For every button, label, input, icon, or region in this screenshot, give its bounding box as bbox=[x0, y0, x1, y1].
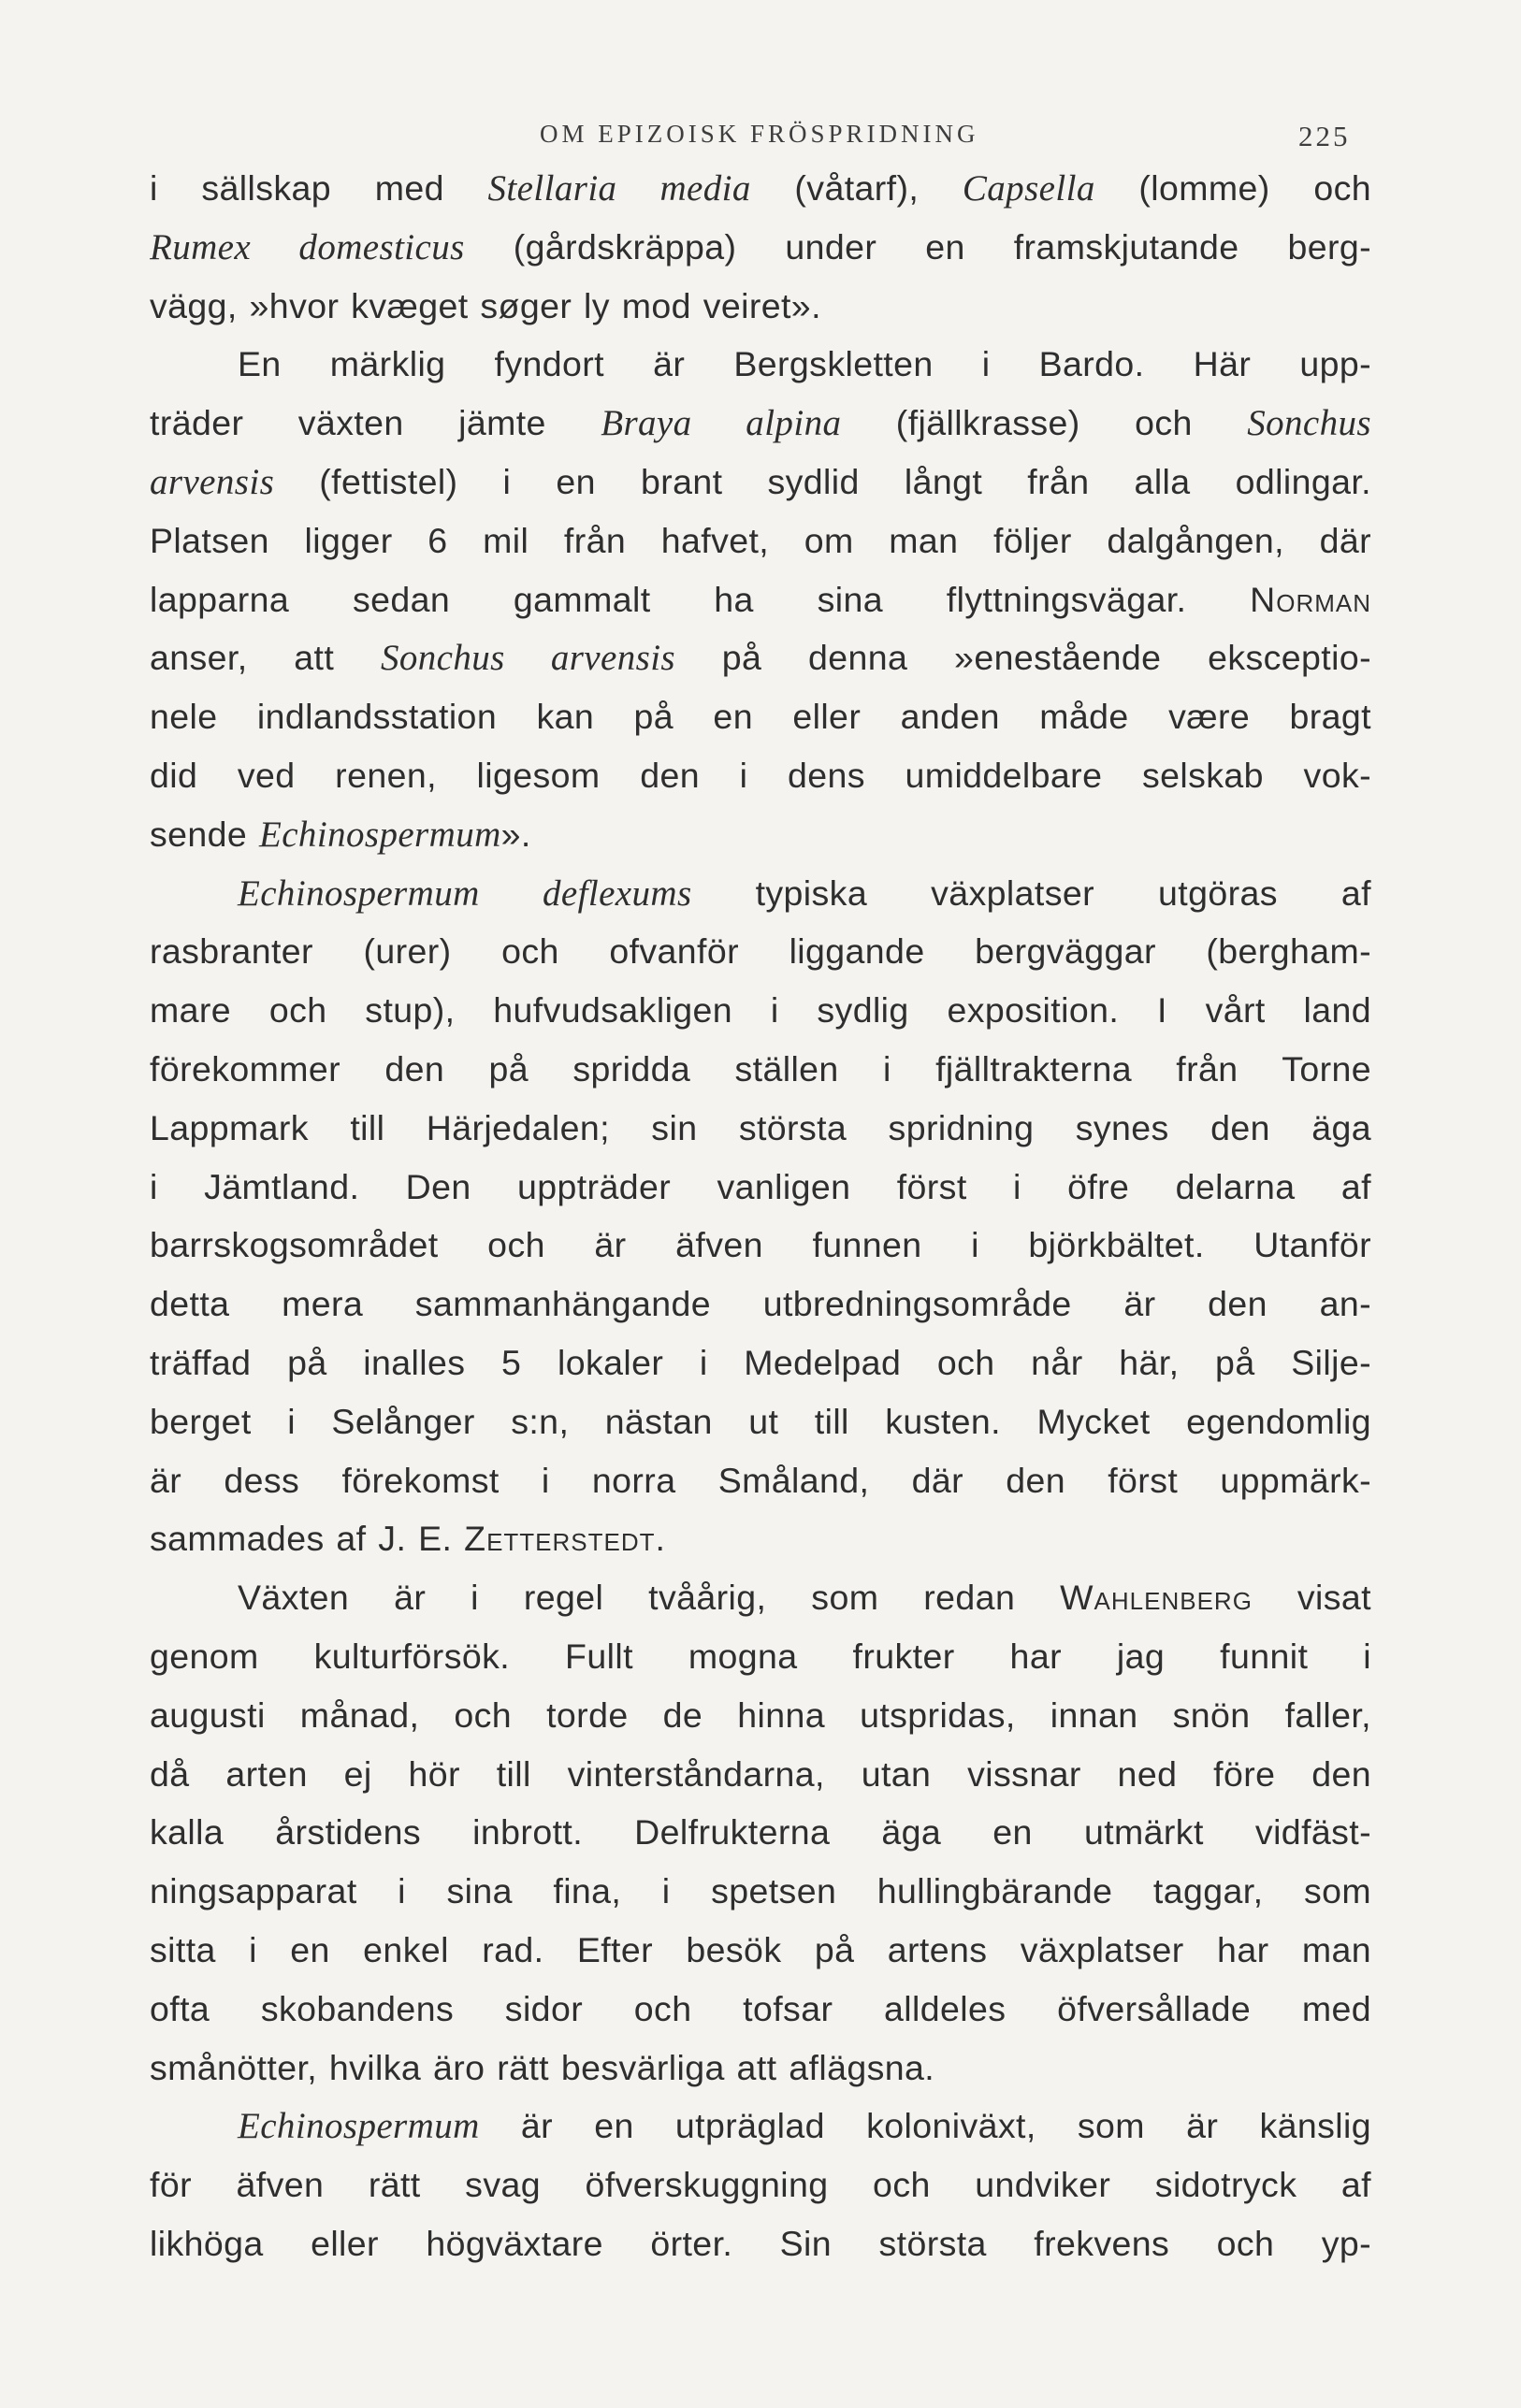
text-line bbox=[150, 922, 1371, 981]
text-line bbox=[150, 1921, 1371, 1980]
text-run: sammades af J. E. bbox=[150, 1519, 465, 1559]
text-line bbox=[150, 2097, 1371, 2156]
text-run: mare och stup), hufvudsakligen i sydlig exposition. I vårt land bbox=[150, 990, 1371, 1031]
italic-term: Echinospermum bbox=[259, 814, 501, 855]
text-line bbox=[150, 1627, 1371, 1686]
italic-term: Rumex domesticus bbox=[150, 226, 465, 267]
text-run: Platsen ligger 6 mil från hafvet, om man följer dalgången, där bbox=[150, 520, 1371, 560]
text-run: augusti månad, och torde de hinna utspridas, innan snön faller, bbox=[150, 1694, 1371, 1735]
text-line bbox=[150, 981, 1371, 1040]
author-name: Norman bbox=[1250, 579, 1371, 619]
text-line bbox=[150, 1509, 1371, 1568]
text-run: i sällskap med bbox=[150, 168, 488, 208]
text-run: sende bbox=[150, 814, 259, 854]
text-line bbox=[150, 2156, 1371, 2214]
italic-term: Sonchus bbox=[1247, 403, 1371, 444]
text-line bbox=[150, 628, 1371, 687]
text-run: i Jämtland. Den uppträder vanligen först i öfre delarna af bbox=[150, 1166, 1371, 1206]
text-run: Lappmark till Härjedalen; sin största spridning synes den äga bbox=[150, 1107, 1371, 1147]
text-run: (lomme) och bbox=[1094, 168, 1371, 208]
text-run: för äfven rätt svag öfverskuggning och undviker sidotryck af bbox=[150, 2165, 1371, 2205]
text-run: (fettistel) i en brant sydlid långt från alla odlingar. bbox=[274, 461, 1371, 501]
text-line bbox=[150, 1158, 1371, 1217]
text-run: (våtarf), bbox=[750, 168, 963, 208]
text-line bbox=[150, 1803, 1371, 1862]
text-run: typiska växplatser utgöras af bbox=[691, 872, 1371, 913]
text-run: då arten ej hör till vinterståndarna, utan vissnar ned före den bbox=[150, 1753, 1371, 1794]
text-line bbox=[150, 453, 1371, 512]
text-run: på denna »enestående eksceptio- bbox=[675, 638, 1371, 678]
running-title: OM EPIZOISK FRÖSPRIDNING bbox=[540, 120, 979, 148]
text-run: lapparna sedan gammalt ha sina flyttningsvägar. bbox=[150, 579, 1251, 619]
text-line bbox=[150, 746, 1371, 805]
italic-term: Echinospermum bbox=[238, 2106, 480, 2147]
author-name: Wahlenberg bbox=[1060, 1578, 1253, 1618]
text-run: anser, att bbox=[150, 638, 381, 678]
text-line bbox=[150, 1745, 1371, 1804]
text-line bbox=[150, 1980, 1371, 2039]
text-run: did ved renen, ligesom den i dens umiddelbare selskab vok- bbox=[150, 755, 1371, 795]
text-run: ningsapparat i sina fina, i spetsen hullingbärande taggar, som bbox=[150, 1871, 1371, 1911]
text-run: En märklig fyndort är Bergskletten i Bardo. Här upp- bbox=[238, 344, 1371, 384]
text-run: genom kulturförsök. Fullt mogna frukter har jag funnit i bbox=[150, 1636, 1371, 1676]
text-line bbox=[150, 512, 1371, 570]
page-number: 225 bbox=[1298, 120, 1351, 152]
text-run: likhöga eller högväxtare örter. Sin största frekvens och yp- bbox=[150, 2223, 1371, 2263]
text-run: träder växten jämte bbox=[150, 403, 601, 443]
text-run: ». bbox=[500, 814, 531, 854]
text-run: ofta skobandens sidor och tofsar alldeles öfversållade med bbox=[150, 1988, 1371, 2028]
text-run: barrskogsområdet och är äfven funnen i björkbältet. Utanför bbox=[150, 1225, 1371, 1265]
italic-term: Sonchus arvensis bbox=[380, 638, 676, 679]
text-run: berget i Selånger s:n, nästan ut till kusten. Mycket egendomlig bbox=[150, 1401, 1371, 1441]
text-run: Växten är i regel tvåårig, som redan bbox=[238, 1578, 1061, 1618]
text-line bbox=[150, 2214, 1371, 2273]
italic-term: Capsella bbox=[962, 168, 1095, 209]
text-run: visat bbox=[1252, 1578, 1371, 1618]
body-text bbox=[150, 159, 1371, 2273]
text-run: förekommer den på spridda ställen i fjälltrakterna från Torne bbox=[150, 1048, 1371, 1089]
author-name: Zetterstedt bbox=[464, 1519, 656, 1559]
text-line bbox=[150, 864, 1371, 923]
text-run: detta mera sammanhängande utbredningsområde är den an- bbox=[150, 1284, 1371, 1324]
text-line bbox=[150, 277, 1371, 336]
text-line bbox=[150, 687, 1371, 746]
text-run: rasbranter (urer) och ofvanför liggande bergväggar (bergham- bbox=[150, 931, 1371, 972]
text-run: är dess förekomst i norra Småland, där den först uppmärk- bbox=[150, 1460, 1371, 1500]
italic-term: Stellaria media bbox=[487, 168, 751, 209]
text-run: nele indlandsstation kan på en eller anden måde være bragt bbox=[150, 697, 1371, 737]
text-run: är en utpräglad koloniväxt, som är känslig bbox=[479, 2106, 1371, 2146]
italic-term: Echinospermum deflexums bbox=[238, 872, 692, 914]
text-line bbox=[150, 1216, 1371, 1275]
text-line bbox=[150, 218, 1371, 277]
text-line bbox=[150, 1686, 1371, 1745]
text-line bbox=[150, 805, 1371, 864]
text-run: sitta i en enkel rad. Efter besök på artens växplatser har man bbox=[150, 1929, 1371, 1969]
text-line bbox=[150, 1392, 1371, 1451]
text-line bbox=[150, 570, 1371, 629]
text-run: kalla årstidens inbrott. Delfrukterna äga en utmärkt vidfäst- bbox=[150, 1812, 1371, 1853]
text-run: vägg, »hvor kvæget søger ly mod veiret». bbox=[150, 285, 821, 325]
text-run: träffad på inalles 5 lokaler i Medelpad och når här, på Silje- bbox=[150, 1342, 1371, 1382]
text-line bbox=[150, 1862, 1371, 1921]
text-line bbox=[150, 1451, 1371, 1510]
text-run: . bbox=[655, 1519, 666, 1559]
italic-term: Braya alpina bbox=[601, 403, 842, 444]
italic-term: arvensis bbox=[150, 461, 275, 502]
text-run: smånötter, hvilka äro rätt besvärliga att aflägsna. bbox=[150, 2047, 935, 2087]
running-header bbox=[0, 120, 1521, 157]
text-run: (fjällkrasse) och bbox=[841, 403, 1248, 443]
text-run: (gårdskräppa) under en framskjutande berg- bbox=[464, 226, 1371, 267]
text-line bbox=[150, 335, 1371, 394]
text-line bbox=[150, 2039, 1371, 2098]
text-line bbox=[150, 1568, 1371, 1627]
text-line bbox=[150, 1334, 1371, 1392]
text-line bbox=[150, 394, 1371, 453]
text-line bbox=[150, 1275, 1371, 1334]
text-line bbox=[150, 1040, 1371, 1099]
text-line bbox=[150, 159, 1371, 218]
text-line bbox=[150, 1099, 1371, 1158]
